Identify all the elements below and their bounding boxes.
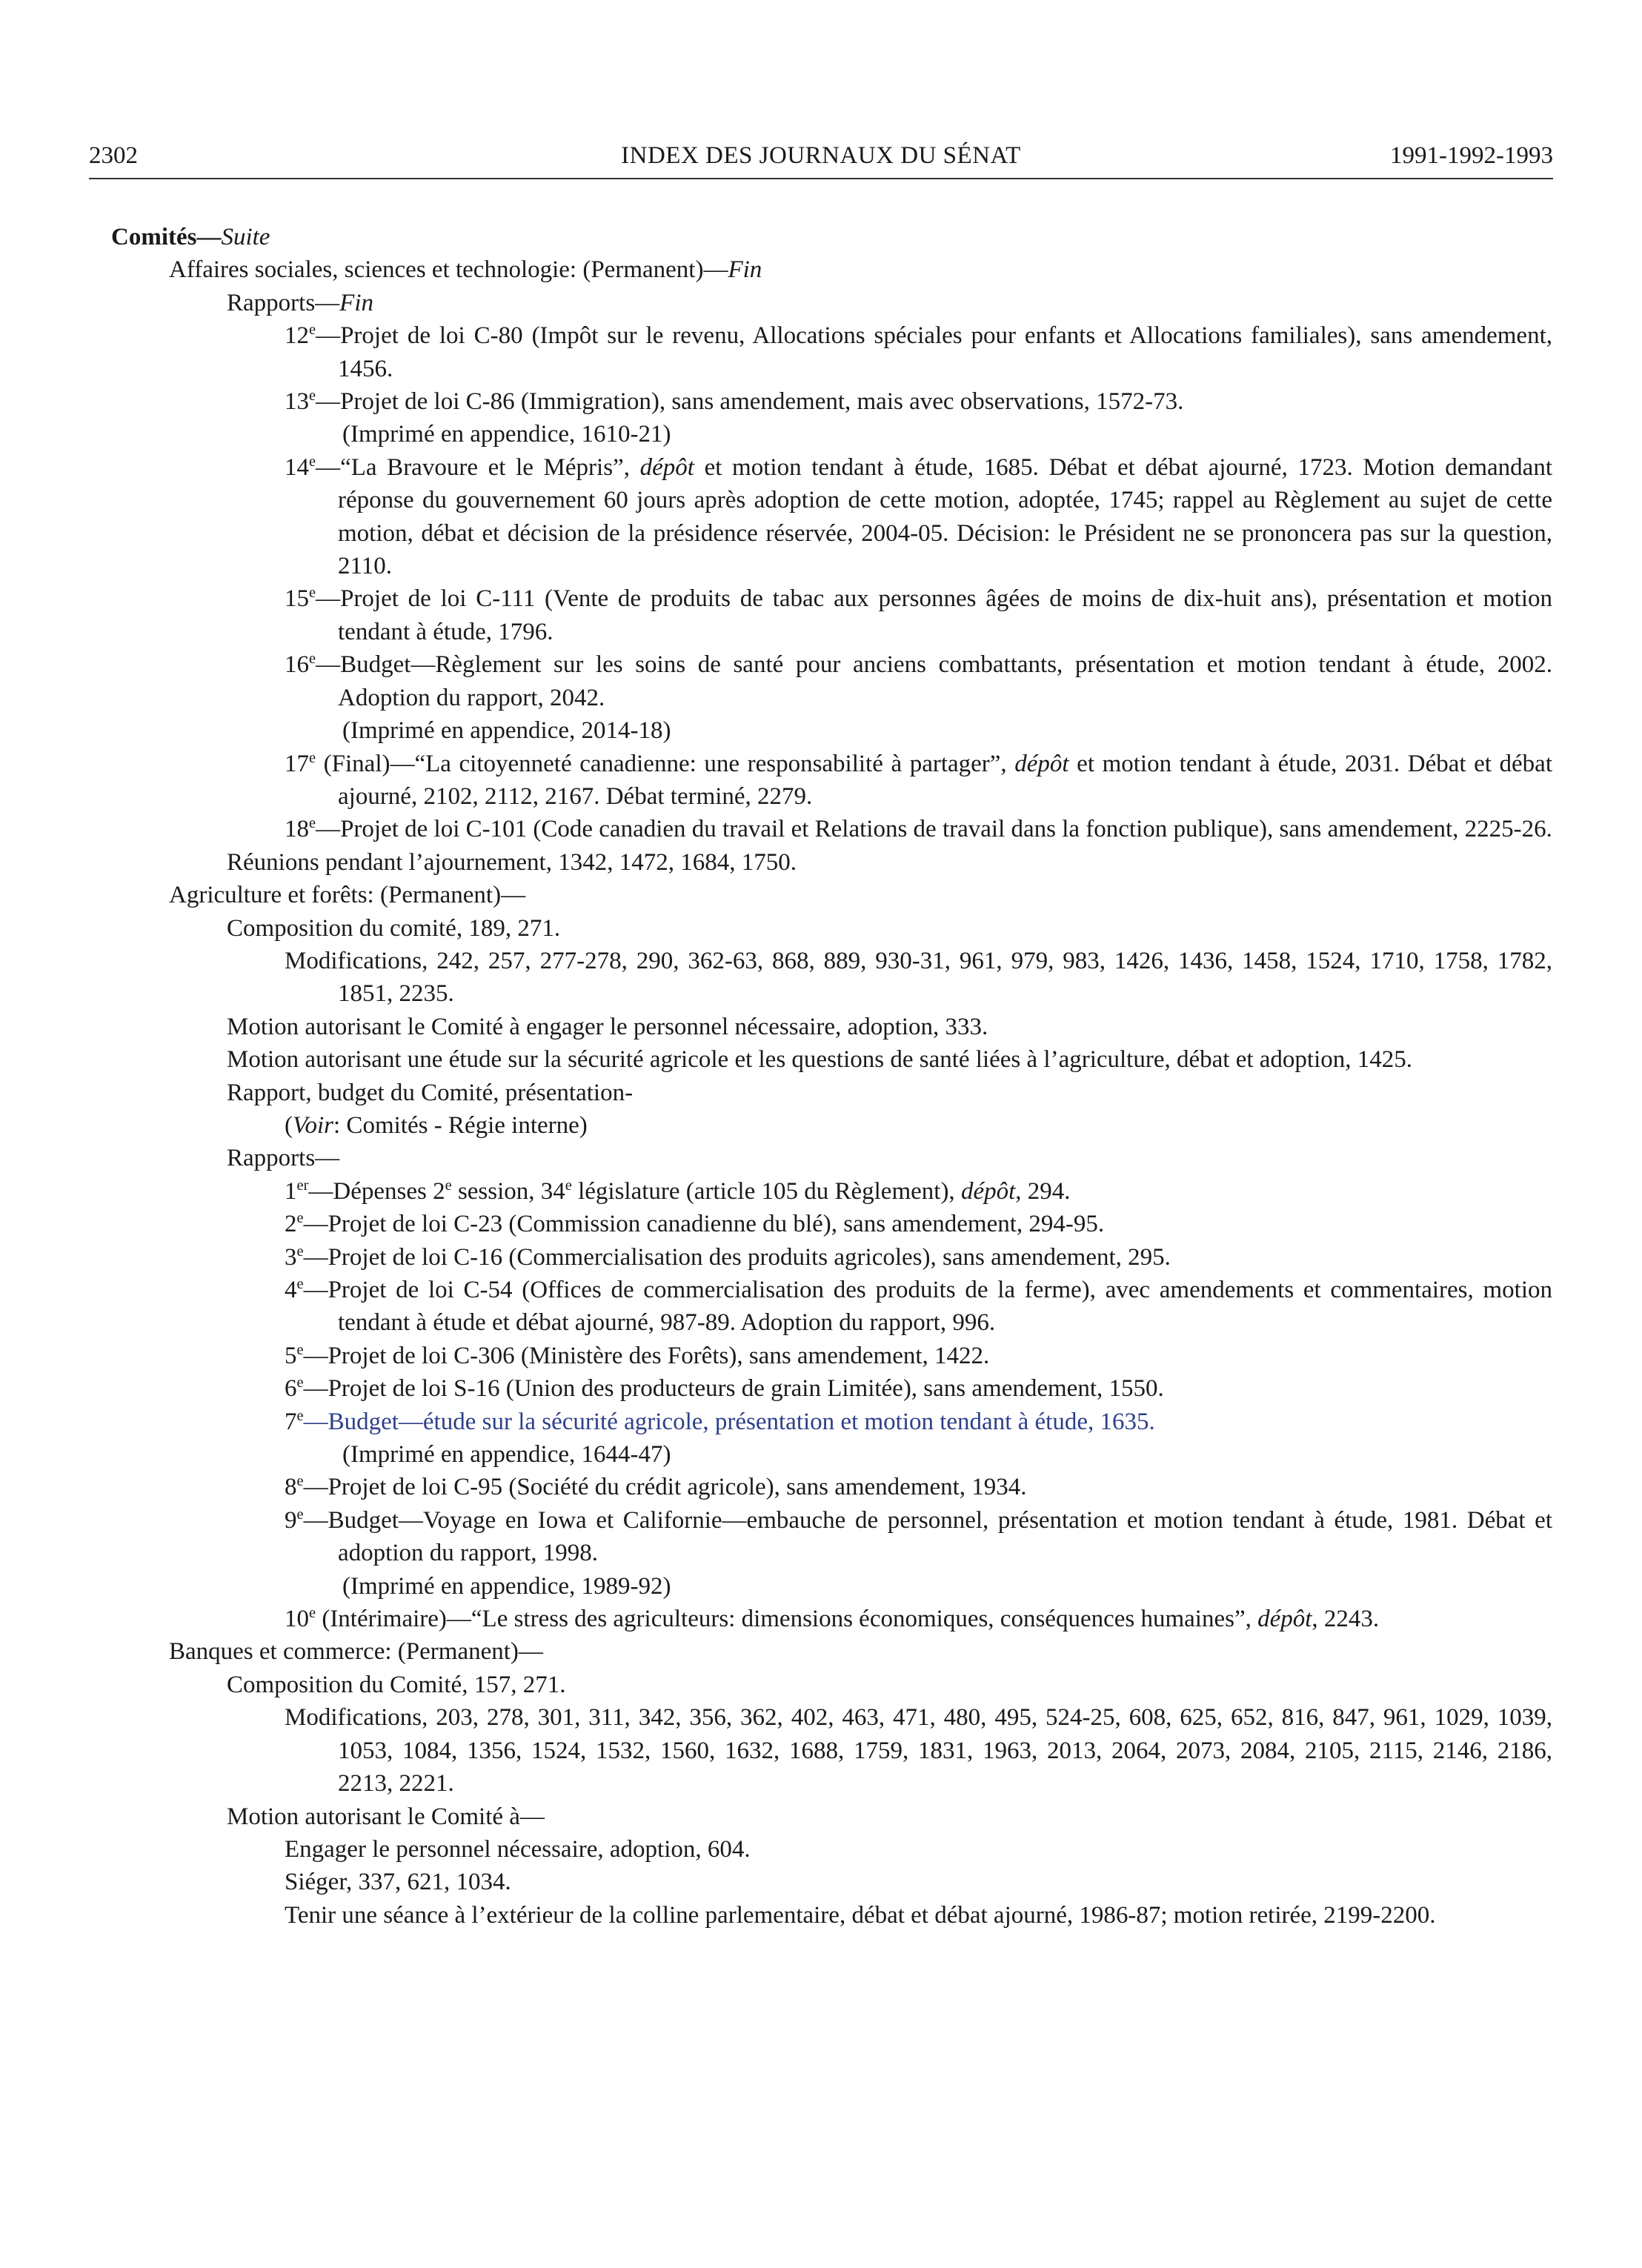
index-entry <box>111 253 1552 286</box>
index-entry <box>111 1043 1552 1076</box>
entry-text: e <box>445 1177 452 1194</box>
index-entry <box>111 1109 1552 1142</box>
session-years: 1991-1992-1993 <box>1390 142 1553 169</box>
entry-text: 10 <box>285 1606 309 1633</box>
entry-text: e <box>296 1506 304 1523</box>
entry-text: 7 <box>285 1408 297 1435</box>
entry-text: 3 <box>285 1243 297 1271</box>
index-entry <box>111 385 1552 418</box>
index-entry <box>111 1504 1552 1570</box>
index-entry <box>111 879 1552 911</box>
entry-text: Voir <box>293 1111 334 1139</box>
index-entry <box>111 846 1552 879</box>
entry-text: 1 <box>285 1177 297 1205</box>
entry-text: 12 <box>285 322 309 350</box>
entry-text: dépôt <box>960 1177 1016 1205</box>
index-entry <box>111 1077 1552 1109</box>
index-entry <box>111 1274 1552 1340</box>
entry-text: 13 <box>285 388 309 416</box>
entry-text: Motion autorisant une étude sur la sécurité agricole et les questions de santé liées à l’agriculture, débat et adoption, 1425. <box>227 1046 1413 1074</box>
index-entry <box>111 451 1552 583</box>
entry-text: e <box>309 585 316 602</box>
entry-text: , 294. <box>1015 1177 1071 1205</box>
index-entry <box>111 1570 1552 1603</box>
index-entry <box>111 582 1552 648</box>
index-entry <box>111 648 1552 714</box>
entry-text: e <box>309 453 316 470</box>
entry-text: —Projet de loi C-54 (Offices de commercialisation des produits de la ferme), avec amendements et commentaires, motion tendant à étude et débat ajourné, 987-89. Adoption du rapport, 996. <box>303 1277 1552 1337</box>
entry-text: —Projet de loi C-80 (Impôt sur le revenu, Allocations spéciales pour enfants et Allocations familiales), sans amendement, 1456. <box>316 322 1552 382</box>
entry-text: ( <box>285 1111 293 1139</box>
entry-text: —Projet de loi C-306 (Ministère des Forêts), sans amendement, 1422. <box>303 1342 990 1369</box>
entry-text: (Intérimaire)—“Le stress des agriculteurs: dimensions économiques, conséquences humaines”, <box>316 1606 1258 1633</box>
entry-text: 17 <box>285 750 309 777</box>
entry-text: et motion tendant à étude, 2031. Débat et débat ajourné, 2102, 2112, 2167. Débat terminé, 2279. <box>338 750 1552 810</box>
entry-text: —Projet de loi C-101 (Code canadien du travail et Relations de travail dans la fonction publique), sans amendement, 2225-26. <box>316 816 1552 843</box>
entry-text: 5 <box>285 1342 297 1369</box>
entry-text: : Comités - Régie interne) <box>333 1111 588 1139</box>
index-entry <box>111 813 1552 845</box>
entry-text: Agriculture et forêts: (Permanent)— <box>169 882 526 909</box>
index-entry <box>111 1866 1552 1898</box>
entry-text: e <box>296 1407 304 1424</box>
index-entry <box>111 1669 1552 1701</box>
index-entry <box>111 1899 1552 1932</box>
index-entry <box>111 1372 1552 1405</box>
entry-text: e <box>296 1276 304 1292</box>
entry-text: , 2243. <box>1312 1606 1380 1633</box>
entry-text: —Budget—étude sur la sécurité agricole, présentation et motion tendant à étude, 1635. <box>303 1408 1155 1435</box>
entry-text: 15 <box>285 585 309 613</box>
entry-text: e <box>309 815 316 832</box>
entry-text: 9 <box>285 1506 297 1534</box>
entry-text: (Imprimé en appendice, 2014-18) <box>342 717 671 745</box>
index-entry <box>111 1340 1552 1372</box>
entry-text: —Projet de loi C-86 (Immigration), sans amendement, mais avec observations, 1572-73. <box>316 388 1184 416</box>
index-entry <box>111 714 1552 747</box>
entry-text: e <box>309 749 316 766</box>
entry-text: —Projet de loi S-16 (Union des producteurs de grain Limitée), sans amendement, 1550. <box>303 1375 1164 1403</box>
entry-text: 16 <box>285 651 309 679</box>
entry-text: Modifications, 242, 257, 277-278, 290, 362-63, 868, 889, 930-31, 961, 979, 983, 1426, 1436, 1458, 1524, 1710, 1758, 1782, 1851, 2235. <box>285 947 1552 1008</box>
index-content <box>111 221 1552 1932</box>
entry-text: —Projet de loi C-23 (Commission canadienne du blé), sans amendement, 294-95. <box>303 1211 1105 1238</box>
index-entry <box>111 912 1552 945</box>
index-entry <box>111 1208 1552 1240</box>
index-entry <box>111 1011 1552 1043</box>
entry-text: e <box>296 1473 304 1490</box>
page-number: 2302 <box>89 142 138 169</box>
entry-text: (Imprimé en appendice, 1610-21) <box>342 421 671 448</box>
entry-text: e <box>296 1243 304 1260</box>
entry-text: Motion autorisant le Comité à engager le personnel nécessaire, adoption, 333. <box>227 1013 988 1040</box>
entry-text: (Imprimé en appendice, 1644-47) <box>342 1441 671 1469</box>
entry-text: dépôt <box>1014 750 1069 777</box>
index-entry <box>111 1241 1552 1274</box>
index-entry <box>111 1833 1552 1866</box>
entry-text: Fin <box>339 289 373 316</box>
entry-text: —Dépenses 2 <box>308 1177 445 1205</box>
index-entry <box>111 1635 1552 1668</box>
entry-text: —“La Bravoure et le Mépris”, <box>316 453 640 481</box>
entry-text: —Budget—Règlement sur les soins de santé pour anciens combattants, présentation et motion tendant à étude, 2002. Adoption du rapport, 2042. <box>316 651 1552 711</box>
entry-text: 2 <box>285 1211 297 1238</box>
entry-text: (Final)—“La citoyenneté canadienne: une responsabilité à partager”, <box>316 750 1015 777</box>
index-entry <box>111 1175 1552 1208</box>
entry-text: Suite <box>221 224 270 250</box>
entry-text: session, 34 <box>451 1177 565 1205</box>
entry-text: Banques et commerce: (Permanent)— <box>169 1638 543 1666</box>
entry-text: Modifications, 203, 278, 301, 311, 342, 356, 362, 402, 463, 471, 480, 495, 524-25, 608, 625, 652, 816, 847, 961, 1029, 1039, 1053, 1084, 1356, 1524, 1532, 1560, 1632, 1688, 1759, 1831, 1963, 2013, 2064, 2073, 2084, 2105, 2115, 2146, 2186, 2213, 2221. <box>285 1704 1552 1798</box>
entry-text: Fin <box>728 256 762 284</box>
entry-text: Affaires sociales, sciences et technologie: (Permanent)— <box>169 256 728 284</box>
entry-text: e <box>565 1177 572 1194</box>
index-entry <box>111 418 1552 450</box>
entry-text: —Budget—Voyage en Iowa et Californie—embauche de personnel, présentation et motion tendant à étude, 1981. Débat et adoption du rapport, 1998. <box>303 1506 1552 1567</box>
entry-text: 18 <box>285 816 309 843</box>
running-title: INDEX DES JOURNAUX DU SÉNAT <box>621 142 1021 169</box>
index-entry <box>111 1406 1552 1438</box>
index-entry <box>111 1603 1552 1635</box>
entry-text: e <box>309 388 316 405</box>
entry-text: e <box>296 1341 304 1358</box>
entry-text: e <box>309 322 316 339</box>
index-entry <box>111 287 1552 319</box>
entry-text: et motion tendant à étude, 1685. Débat et débat ajourné, 1723. Motion demandant réponse du gouvernement 60 jours après adoption de cette motion, adoptée, 1745; rappel au Règlement au sujet de cette motion, débat et décision de la présidence réservée, 2004-05. Décision: le Président ne se prononcera pas sur la question, 2110. <box>338 453 1552 580</box>
entry-text: Rapport, budget du Comité, présentation- <box>227 1079 634 1106</box>
entry-text: Réunions pendant l’ajournement, 1342, 1472, 1684, 1750. <box>227 848 797 876</box>
entry-text: —Projet de loi C-16 (Commercialisation des produits agricoles), sans amendement, 295. <box>303 1243 1171 1271</box>
entry-text: dépôt <box>639 453 694 481</box>
entry-text: 8 <box>285 1474 297 1501</box>
entry-text: er <box>296 1177 309 1194</box>
entry-text: 4 <box>285 1277 297 1303</box>
index-entry <box>111 748 1552 814</box>
entry-text: Rapports— <box>227 1145 340 1172</box>
entry-text: Composition du comité, 189, 271. <box>227 914 561 942</box>
entry-text: Composition du Comité, 157, 271. <box>227 1671 566 1698</box>
entry-text: Comités— <box>111 224 222 250</box>
index-entry <box>111 1438 1552 1471</box>
entry-text: 6 <box>285 1375 297 1403</box>
entry-text: e <box>296 1210 304 1227</box>
entry-text: 14 <box>285 453 309 481</box>
entry-text: Tenir une séance à l’extérieur de la colline parlementaire, débat et débat ajourné, 1986-87; motion retirée, 2199-2200. <box>285 1901 1436 1929</box>
entry-text: Motion autorisant le Comité à— <box>227 1803 545 1830</box>
entry-text: Siéger, 337, 621, 1034. <box>285 1869 511 1896</box>
index-entry <box>111 319 1552 385</box>
entry-text: e <box>309 651 316 668</box>
index-entry <box>111 1142 1552 1174</box>
entry-text: —Projet de loi C-95 (Société du crédit agricole), sans amendement, 1934. <box>303 1474 1027 1501</box>
index-entry <box>111 1471 1552 1503</box>
entry-text: e <box>309 1605 316 1622</box>
entry-text: (Imprimé en appendice, 1989-92) <box>342 1572 671 1600</box>
entry-text: e <box>296 1374 304 1391</box>
index-entry <box>111 1800 1552 1833</box>
entry-text: législature (article 105 du Règlement), <box>571 1177 961 1205</box>
index-entry <box>111 1701 1552 1800</box>
index-entry <box>111 945 1552 1011</box>
entry-text: Rapports— <box>227 289 340 316</box>
entry-text: —Projet de loi C-111 (Vente de produits de tabac aux personnes âgées de moins de dix-huit ans), présentation et motion tendant à étude, 1796. <box>316 585 1552 645</box>
page-header <box>89 139 1553 179</box>
index-entry <box>111 221 1552 253</box>
entry-text: dépôt <box>1257 1606 1312 1633</box>
entry-text: Engager le personnel nécessaire, adoption, 604. <box>285 1835 751 1863</box>
